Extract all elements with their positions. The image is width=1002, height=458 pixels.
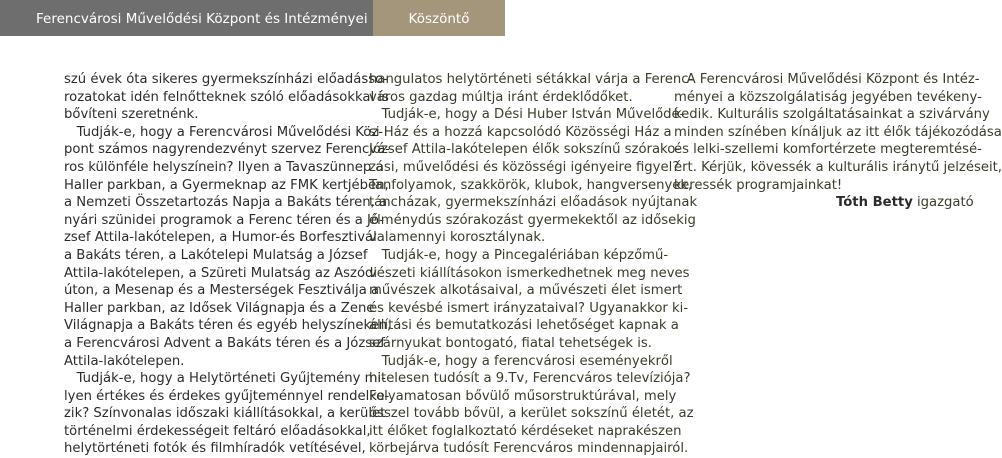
- text-line: rozatokat idén felnőtteknek szóló előadásokkal is: [64, 89, 389, 105]
- text-line: város gazdag múltja iránt érdeklődőket.: [369, 89, 633, 105]
- text-line: művészek alkotásaival, a művészeti élet ismert: [369, 283, 683, 299]
- signature: [674, 194, 974, 212]
- text-line: szárnyukat bontogató, fiatal tehetségek is.: [369, 335, 652, 351]
- text-line: Attila-lakótelepen, a Szüreti Mulatság az Aszódi: [64, 265, 378, 281]
- page-header: [0, 0, 960, 36]
- text-line: Tudják-e, hogy a ferencvárosi eseményekről: [369, 353, 673, 369]
- text-line: lyen értékes és érdekes gyűjteménnyel rendelke-: [64, 388, 390, 404]
- text-line: táncházak, gyermekszínházi előadások nyújtanak: [369, 195, 698, 211]
- text-line: Világnapja a Bakáts téren és egyéb helyszíneken,: [64, 318, 392, 334]
- text-line: Haller parkban, a Gyermeknap az FMK kertjében,: [64, 177, 389, 193]
- text-column-1: [64, 71, 392, 458]
- header-title-bar: [0, 0, 373, 36]
- text-line: a Ferencvárosi Advent a Bakáts téren és a József: [64, 335, 385, 351]
- tab-koszonto-label: Köszöntő: [408, 11, 470, 27]
- text-line: zik? Színvonalas időszaki kiállításokkal, a kerület: [64, 406, 386, 422]
- header-title: Ferencvárosi Művelődési Központ és Intézményei: [36, 11, 368, 27]
- text-line: Tudják-e, hogy a Dési Huber István Művelődé-: [369, 107, 685, 123]
- text-line: zsef Attila-lakótelepen, a Humor-és Borfesztivál: [64, 230, 377, 246]
- text-line: történelmi érdekességeit feltáró előadásokkal,: [64, 423, 371, 439]
- text-line: Tanfolyamok, szakkörök, klubok, hangversenyek,: [369, 177, 693, 193]
- text-column-2: [369, 71, 698, 458]
- text-line: úton, a Mesenap és a Mesterségek Fesztiválja a: [64, 283, 380, 299]
- text-line: a Nemzeti Összetartozás Napja a Bakáts téren, a: [64, 195, 388, 211]
- text-line: nyári szünidei programok a Ferenc téren és a Jó-: [64, 212, 385, 228]
- text-line: Tudják-e, hogy a Helytörténeti Gyűjtemény mi-: [64, 371, 386, 387]
- text-line: Attila-lakótelepen.: [64, 353, 185, 369]
- text-line: és lelki-szellemi komfortérzete megteremtésé-: [674, 142, 982, 158]
- text-line: József Attila-lakótelepen élők sokszínű szórako-: [369, 142, 681, 158]
- text-line: si Ház és a hozzá kapcsolódó Közösségi Ház a: [369, 124, 672, 140]
- column-3-body: [674, 71, 1002, 194]
- text-line: helytörténeti fotók és filmhíradók vetítésével,: [64, 441, 366, 457]
- text-line: a Bakáts téren, a Lakótelepi Mulatság a József: [64, 247, 368, 263]
- signature-title: igazgató: [917, 195, 974, 211]
- text-line: keressék programjainkat!: [674, 177, 843, 193]
- text-line: szú évek óta sikeres gyermekszínházi előadásso-: [64, 72, 389, 87]
- text-line: Folyamatosan bővülő műsorstruktúrával, mely: [369, 388, 677, 404]
- text-line: vészeti kiállításokon ismerkedhetnek meg neves: [369, 265, 690, 281]
- text-line: hangulatos helytörténeti sétákkal várja a Ferenc-: [369, 72, 694, 87]
- text-line: ményei a közszolgálatiság jegyében tevékeny-: [674, 89, 982, 105]
- text-line: itt élőket foglalkoztató kérdéseket naprakészen: [369, 423, 682, 439]
- signature-name: Tóth Betty: [836, 195, 913, 211]
- text-line: ért. Kérjük, kövessék a kulturális iránytű jelzéseit,: [674, 159, 1002, 175]
- text-line: minden színében kínáljuk az itt élők tájékozódása: [674, 124, 1002, 140]
- text-line: ősszel tovább bővül, a kerület sokszínű életét, az: [369, 406, 694, 422]
- text-line: bővíteni szeretnénk.: [64, 107, 199, 123]
- text-line: élménydús szórakozást gyermekektől az idősekig: [369, 212, 696, 228]
- text-line: állítási és bemutatkozási lehetőséget kapnak a: [369, 318, 679, 334]
- text-line: valamennyi korosztálynak.: [369, 230, 546, 246]
- text-line: és kevésbé ismert irányzataival? Ugyanakkor ki-: [369, 300, 689, 316]
- text-line: ros különféle helyszínein? Ilyen a Tavaszünnep a: [64, 159, 384, 175]
- text-line: zási, művelődési és közösségi igényeire figyel?: [369, 159, 680, 175]
- text-line: hitelesen tudósít a 9.Tv, Ferencváros televíziója?: [369, 371, 691, 387]
- text-column-3: [674, 71, 1002, 212]
- text-line: Tudják-e, hogy a Pincegalériában képzőmű-: [369, 247, 669, 263]
- text-line: Haller parkban, az Idősek Világnapja és a Zene: [64, 300, 375, 316]
- text-line: körbejárva tudósít Ferencváros mindennapjairól.: [369, 441, 689, 457]
- text-line: kedik. Kulturális szolgáltatásainkat a szivárvány: [674, 107, 990, 123]
- tab-koszonto[interactable]: [373, 0, 505, 36]
- text-line: A Ferencvárosi Művelődési Központ és Intéz-: [674, 72, 980, 87]
- text-line: Tudják-e, hogy a Ferencvárosi Művelődési Köz-: [64, 124, 384, 140]
- text-line: pont számos nagyrendezvényt szervez Ferencvá-: [64, 142, 390, 158]
